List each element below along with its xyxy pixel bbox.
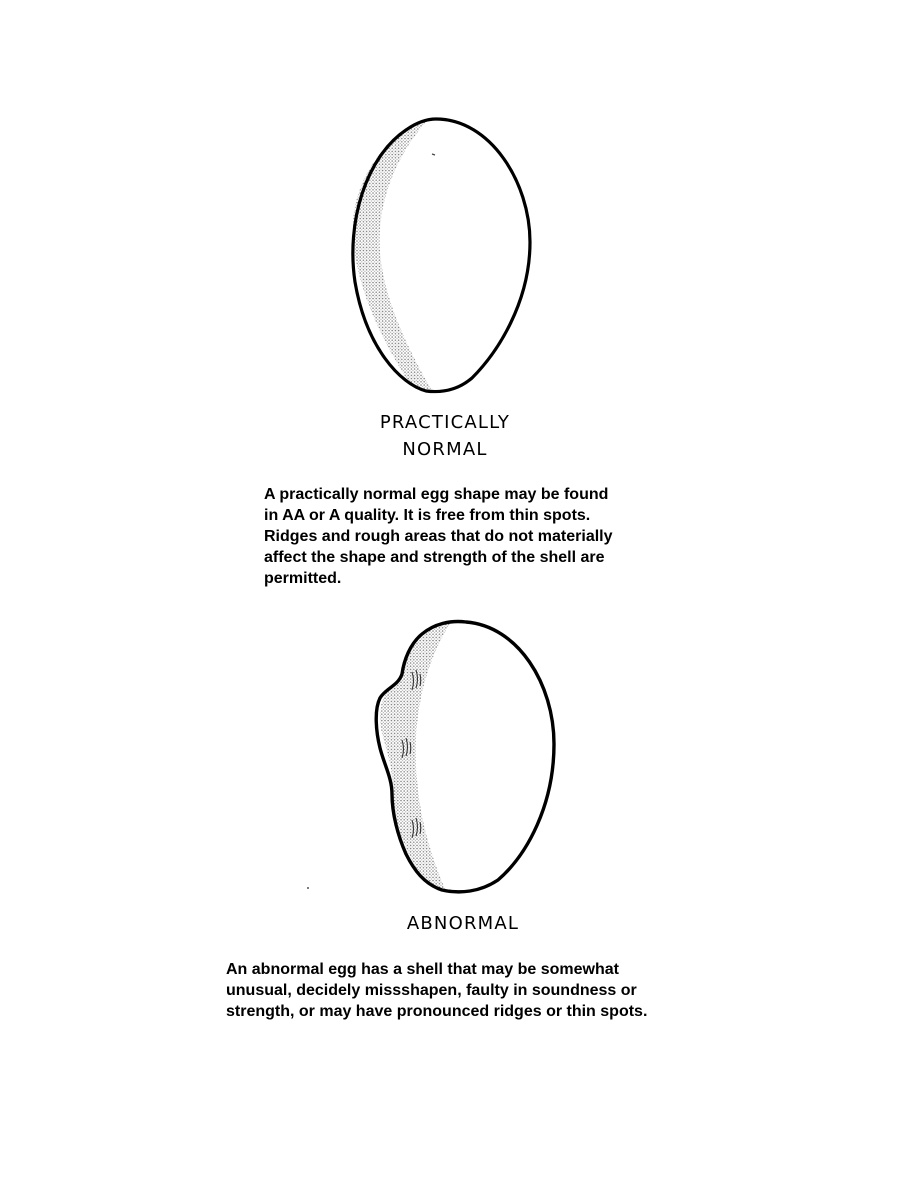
abnormal-description-line: unusual, decidely missshapen, faulty in soundness or	[226, 982, 637, 999]
normal-egg-illustration	[340, 112, 540, 402]
normal-description-line: permitted.	[264, 570, 342, 587]
scan-speck	[307, 887, 309, 889]
normal-description-line: Ridges and rough areas that do not materially	[264, 528, 613, 545]
normal-egg-description	[264, 484, 613, 589]
practically-normal-label: PRACTICALLY	[379, 412, 511, 433]
normal-description-line: in AA or A quality. It is free from thin spots.	[264, 507, 591, 524]
normal-egg-tick	[432, 154, 435, 155]
normal-label: NORMAL	[402, 439, 488, 460]
abnormal-egg-shading	[380, 620, 452, 891]
abnormal-description-line: strength, or may have pronounced ridges or thin spots.	[226, 1003, 648, 1020]
normal-egg-shading	[353, 120, 432, 391]
abnormal-label: ABNORMAL	[406, 913, 520, 934]
abnormal-egg-illustration	[368, 614, 564, 900]
abnormal-egg-description	[226, 959, 647, 1022]
abnormal-description-line: An abnormal egg has a shell that may be somewhat	[226, 961, 619, 978]
normal-description-line: affect the shape and strength of the shell are	[264, 549, 605, 566]
normal-description-line: A practically normal egg shape may be found	[264, 486, 609, 503]
